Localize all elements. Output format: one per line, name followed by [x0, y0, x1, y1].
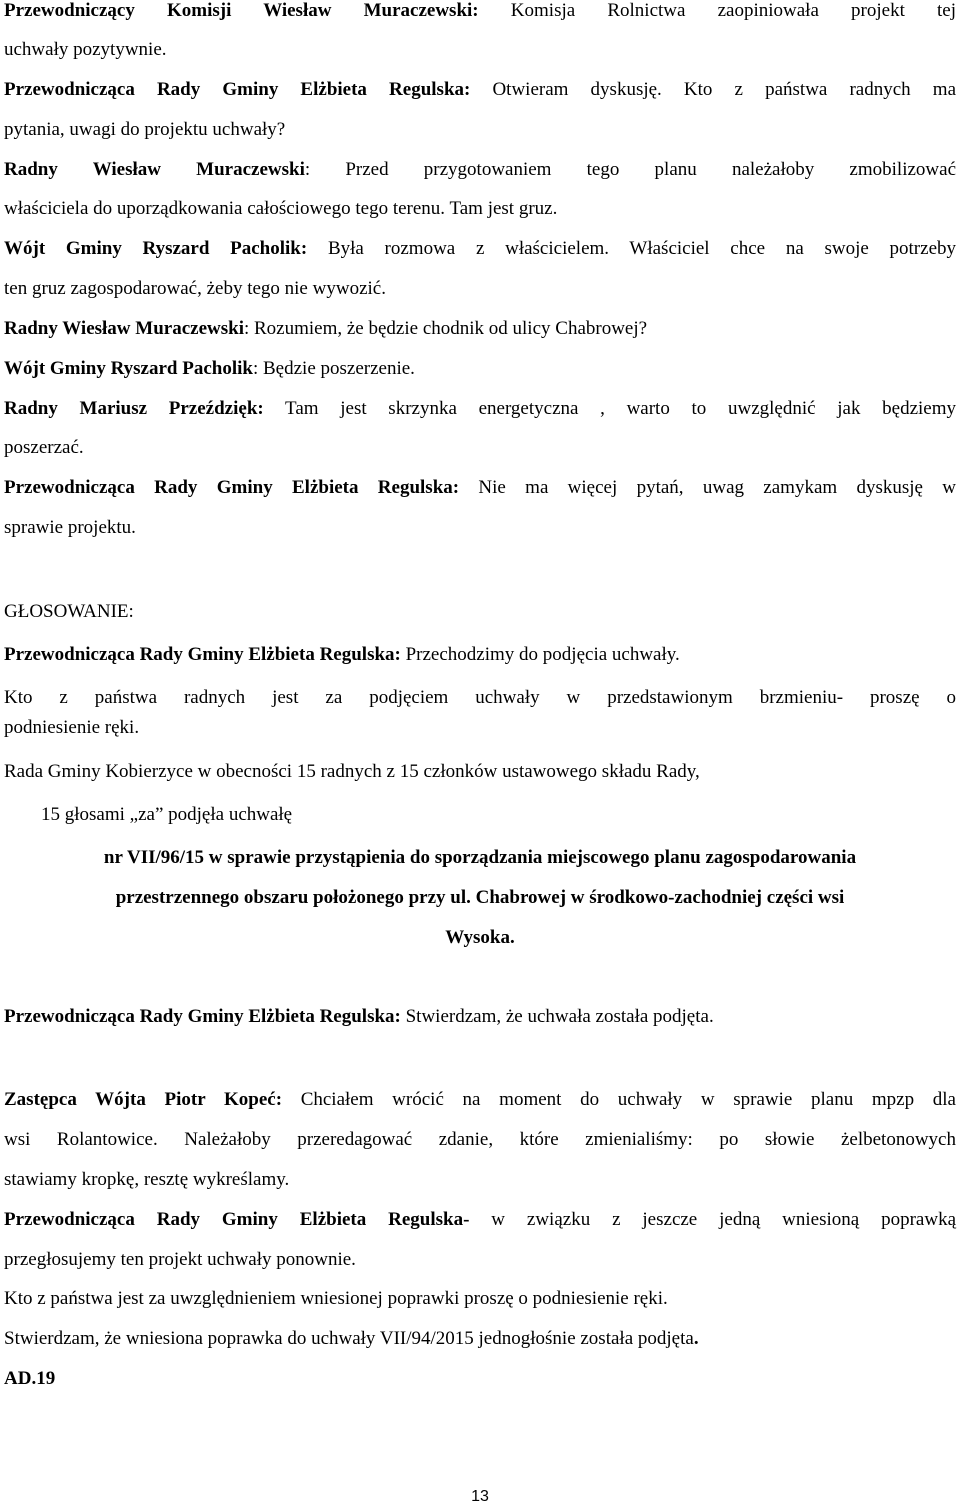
doc-line: Przewodnicząca Rady Gminy Elżbieta Regulska- w związku z jeszcze jedną wniesioną poprawką — [4, 1209, 957, 1230]
doc-line: Stwierdzam, że wniesiona poprawka do uchwały VII/94/2015 jednogłośnie została podjęta. — [4, 1328, 699, 1349]
doc-line: Radny Wiesław Muraczewski: Rozumiem, że będzie chodnik od ulicy Chabrowej? — [4, 318, 648, 339]
resolution-title-line: przestrzennego obszaru położonego przy ul. Chabrowej w środkowo-zachodniej części wsi — [115, 887, 845, 908]
vote-count-line: 15 głosami „za” podjęła uchwałę — [41, 804, 293, 825]
doc-line: Przewodnicząca Rady Gminy Elżbieta Regulska: Przechodzimy do podjęcia uchwały. — [4, 644, 680, 665]
page-number: 13 — [471, 1488, 489, 1505]
doc-line: uchwały pozytywnie. — [4, 39, 167, 60]
doc-line: ten gruz zagospodarować, żeby tego nie wywozić. — [4, 278, 386, 299]
doc-line: podniesienie ręki. — [4, 717, 140, 738]
doc-line: Radny Mariusz Przeździęk: Tam jest skrzynka energetyczna , warto to uwzględnić jak będziemy — [4, 398, 956, 419]
doc-line: stawiamy kropkę, resztę wykreślamy. — [4, 1169, 290, 1190]
doc-line: właściciela do uporządkowania całościowego tego terenu. Tam jest gruz. — [4, 198, 558, 219]
doc-line: pytania, uwagi do projektu uchwały? — [4, 119, 286, 140]
doc-line: Wójt Gminy Ryszard Pacholik: Była rozmowa z właścicielem. Właściciel chce na swoje potrzeby — [4, 238, 956, 259]
doc-line: Rada Gminy Kobierzyce w obecności 15 radnych z 15 członków ustawowego składu Rady, — [4, 761, 700, 782]
resolution-title-line: Wysoka. — [445, 927, 515, 948]
doc-line: Radny Wiesław Muraczewski: Przed przygotowaniem tego planu należałoby zmobilizować — [4, 159, 957, 180]
doc-line: Wójt Gminy Ryszard Pacholik: Będzie poszerzenie. — [4, 358, 415, 379]
doc-line: Zastępca Wójta Piotr Kopeć: Chciałem wrócić na moment do uchwały w sprawie planu mpzp dla — [4, 1089, 956, 1110]
doc-line: Przewodnicząca Rady Gminy Elżbieta Regulska: Stwierdzam, że uchwała została podjęta. — [4, 1006, 714, 1027]
doc-line: wsi Rolantowice. Należałoby przeredagować zdanie, które zmienialiśmy: po słowie żelbetonowych — [4, 1129, 956, 1150]
doc-line: poszerzać. — [4, 437, 84, 458]
section-heading: GŁOSOWANIE: — [4, 601, 134, 622]
doc-line: Kto z państwa jest za uwzględnieniem wniesionej poprawki proszę o podniesienie ręki. — [4, 1288, 668, 1309]
doc-line: Przewodnicząca Rady Gminy Elżbieta Regulska: Otwieram dyskusję. Kto z państwa radnych ma — [4, 79, 956, 100]
doc-line: sprawie projektu. — [4, 517, 136, 538]
doc-line: Przewodniczący Komisji Wiesław Muraczewski: Komisja Rolnictwa zaopiniowała projekt tej — [4, 0, 956, 21]
agenda-item-label: AD.19 — [4, 1368, 56, 1389]
doc-line: Kto z państwa radnych jest za podjęciem uchwały w przedstawionym brzmieniu- proszę o — [4, 687, 956, 708]
resolution-title-line: nr VII/96/15 w sprawie przystąpienia do sporządzania miejscowego planu zagospodarowania — [103, 847, 857, 868]
doc-line: Przewodnicząca Rady Gminy Elżbieta Regulska: Nie ma więcej pytań, uwag zamykam dyskusję w — [4, 477, 957, 498]
doc-line: przegłosujemy ten projekt uchwały ponownie. — [4, 1249, 356, 1270]
